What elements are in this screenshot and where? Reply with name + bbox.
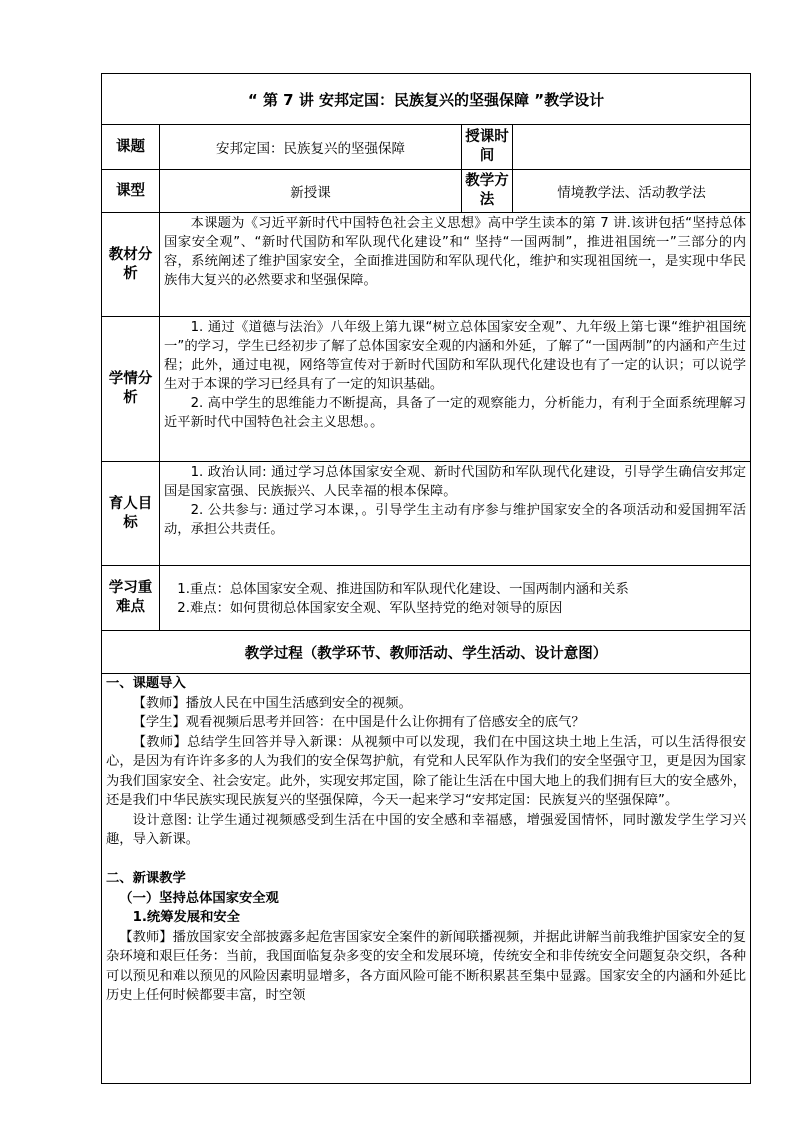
lesson-plan-table [101,73,751,1084]
process-heading: 教学过程（教学环节、教师活动、学生活动、设计意图） [102,631,751,674]
textbook-label: 教材分析 [102,213,160,317]
goals-p2: 2. 公共参与: 通过学习本课，。引导学生主动有序参与维护国家安全的各项活动和爱国拥军活动，承担公共责任。 [164,503,747,537]
time-label: 授课时间 [462,125,513,170]
textbook-text: 本课题为《习近平新时代中国特色社会主义思想》高中学生读本的第 7 讲.该讲包括“坚持总体国家安全观”、“新时代国防和军队现代化建设”和“ 坚持“一国两制”，推进祖国统一”三部分的内容，系统阐述了维护国家安全，全面推进国防和军队现代化，维护和实现祖国统一，是实现中华民族伟大复兴的必然要求和坚强保障。 [164,216,747,288]
point-heading: 1.统筹发展和安全 [132,910,240,925]
blank-line [106,850,746,870]
teaching-process [102,674,751,1084]
key-difficult-points [160,566,751,631]
goals-p1: 1. 政治认同: 通过学习总体国家安全观、新时代国防和军队现代化建设，引导学生确信安邦定国是国家富强、民族振兴、人民幸福的根本保障。 [164,465,747,499]
textbook-analysis [160,213,751,317]
intro-line-3: 【教师】总结学生回答并导入新课：从视频中可以发现，我们在中国这块土地上生活，可以生活得很安心，是因为有许许多多的人为我们的安全保驾护航，有党和人民军队作为我们的安全坚强守卫，更是因为国家为我们国家安全、社会安定。此外，实现安邦定国，除了能让生活在中国大地上的我们拥有巨大的安全感外，还是我们中华民族实现民族复兴的坚强保障，今天一起来学习“安邦定国：民族复兴的坚强保障”。 [106,734,747,808]
document-title: “ 第 7 讲 安邦定国：民族复兴的坚强保障 ”教学设计 [102,74,751,125]
keypoints-p2: 2.难点：如何贯彻总体国家安全观、军队坚持党的绝对领导的原因 [177,600,563,616]
intro-line-1: 【教师】播放人民在中国生活感到安全的视频。 [132,695,412,711]
method-label: 教学方法 [462,170,513,213]
students-p2: 2. 高中学生的思维能力不断提高，具备了一定的观察能力，分析能力，有利于全面系统理解习近平新时代中国特色社会主义思想。。 [164,396,747,430]
education-goals [160,462,751,566]
method-value: 情境教学法、活动教学法 [513,170,751,213]
keypoints-label: 学习重难点 [102,566,160,631]
design-intent: 设计意图: 让学生通过视频感受到生活在中国的安全感和幸福感，增强爱国情怀，同时激发学生学习兴趣，导入新课。 [106,812,747,847]
section-new-lesson-heading: 二、新课教学 [106,871,186,886]
students-analysis [160,317,751,462]
intro-line-2: 【学生】观看视频后思考并回答：在中国是什么让你拥有了倍感安全的底气？ [132,715,585,730]
time-value [513,125,751,170]
students-label: 学情分析 [102,317,160,462]
goals-label: 育人目标 [102,462,160,566]
topic-value: 安邦定国：民族复兴的坚强保障 [160,125,462,170]
students-p1: 1. 通过《道德与法治》八年级上第九课“树立总体国家安全观”、九年级上第七课“维护祖国统一”的学习，学生已经初步了解了总体国家安全观的内涵和外延，了解了“一国两制”的内涵和产生过程；此外，通过电视，网络等宣传对于新时代国防和军队现代化建设也有了一定的认识；可以说学生对于本课的学习已经具有了一定的知识基础。 [164,320,747,392]
subsection-heading: （一）坚持总体国家安全观 [119,890,279,906]
keypoints-p1: 1.重点：总体国家安全观、推进国防和军队现代化建设、一国两制内涵和关系 [177,581,629,597]
lesson-line-1: 【教师】播放国家安全部披露多起危害国家安全案件的新闻联播视频，并据此讲解当前我维护国家安全的复杂环境和艰巨任务：当前，我国面临复杂多变的安全和发展环境，传统安全和非传统安全问题复杂交织，各种可以预见和难以预见的风险因素明显增多，各方面风险可能不断积累甚至集中显露。国家安全的内涵和外延比历史上任何时候都要丰富，时空领 [106,929,747,1003]
type-value: 新授课 [160,170,462,213]
section-intro-heading: 一、课题导入 [106,676,186,691]
type-label: 课型 [102,170,160,213]
topic-label: 课题 [102,125,160,170]
